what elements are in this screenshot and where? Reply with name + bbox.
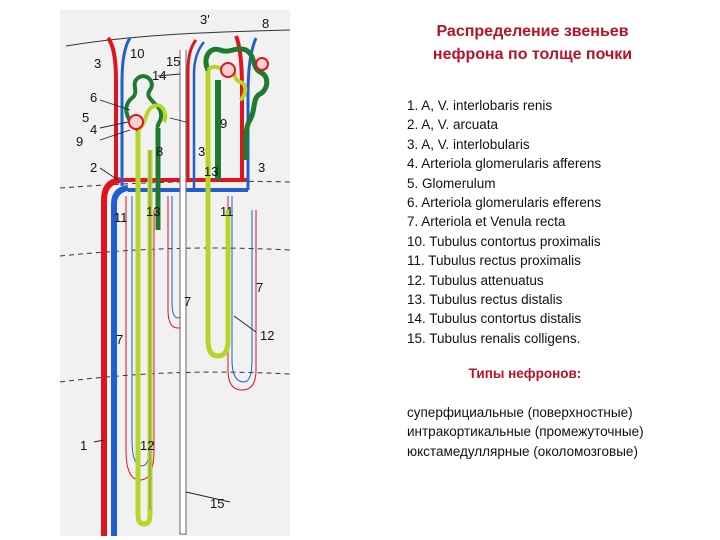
list-item: 3. A, V. interlobularis <box>407 136 530 152</box>
interlobular-vein-mid <box>194 42 204 190</box>
label-13-lower: 13 <box>146 204 161 219</box>
nephron-types-heading: Типы нефронов: <box>468 366 582 381</box>
label-2: 2 <box>90 160 98 175</box>
label-1: 1 <box>80 438 88 453</box>
title-line-1: Распределение звеньев <box>436 23 629 40</box>
label-7-mid: 7 <box>184 294 192 309</box>
label-15-top: 15 <box>166 54 181 69</box>
interlobular-artery-right <box>236 36 242 180</box>
vasa-recta-venule-right <box>232 196 252 382</box>
list-item: 11. Tubulus rectus proximalis <box>407 253 581 269</box>
list-item: 15. Tubulus renalis colligens. <box>407 330 581 346</box>
list-item: 14. Tubulus contortus distalis <box>407 311 582 327</box>
label-15-bottom: 15 <box>210 496 225 511</box>
label-7-right: 7 <box>256 280 264 295</box>
label-4: 4 <box>90 122 98 137</box>
cortex-boundary <box>60 181 290 188</box>
label-6: 6 <box>90 90 98 105</box>
label-3-mid: 3 <box>198 144 206 159</box>
list-item: юкстамедуллярные (околомозговые) <box>407 443 638 459</box>
label-12-right: 12 <box>260 328 275 343</box>
list-item: 10. Tubulus contortus proximalis <box>407 233 601 249</box>
collecting-duct <box>180 50 186 534</box>
label-9-left: 9 <box>76 134 84 149</box>
list-item: суперфициальные (поверхностные) <box>407 405 633 420</box>
label-3-left: 3 <box>94 56 102 71</box>
label-11-left: 11 <box>114 210 128 225</box>
label-8-top: 8 <box>262 16 270 31</box>
list-item: 1. A, V. interlobaris renis <box>407 98 553 113</box>
glomerulus-cortical-2 <box>256 58 268 70</box>
nephron-types-list <box>407 403 644 461</box>
label-5: 5 <box>82 110 90 125</box>
label-8-mid: 8 <box>156 144 164 159</box>
list-item: 4. Arteriola glomerularis afferens <box>407 156 602 172</box>
list-item: интракортикальные (промежуточные) <box>407 424 644 440</box>
capsule-line <box>66 30 290 46</box>
list-item: 5. Glomerulum <box>407 175 496 191</box>
list-item: 12. Tubulus attenuatus <box>407 272 544 288</box>
vasa-recta-venule <box>132 196 150 466</box>
label-3-prime: 3' <box>200 12 210 27</box>
nephron-parts-list <box>407 96 601 348</box>
glomerulus-cortical <box>221 63 235 77</box>
nephron-diagram <box>60 10 290 536</box>
slide-title <box>395 20 670 66</box>
interlobular-artery-left <box>108 38 116 180</box>
list-item: 13. Tubulus rectus distalis <box>407 292 563 308</box>
label-7-left: 7 <box>116 332 124 347</box>
glomerulus-juxtamedullary <box>129 115 143 129</box>
list-item: 2. A, V. arcuata <box>407 117 499 133</box>
label-3-right: 3 <box>258 160 266 175</box>
title-line-2: нефрона по толще почки <box>432 46 633 63</box>
list-item: 6. Arteriola glomerularis efferens <box>407 195 602 211</box>
label-14: 14 <box>152 68 167 83</box>
list-item: 7. Arteriola et Venula recta <box>407 214 566 230</box>
label-9-right: 9 <box>220 116 228 131</box>
label-10: 10 <box>130 46 145 61</box>
label-13-upper: 13 <box>204 164 219 179</box>
label-12-left: 12 <box>140 438 155 453</box>
label-11-right: 11 <box>220 204 234 219</box>
